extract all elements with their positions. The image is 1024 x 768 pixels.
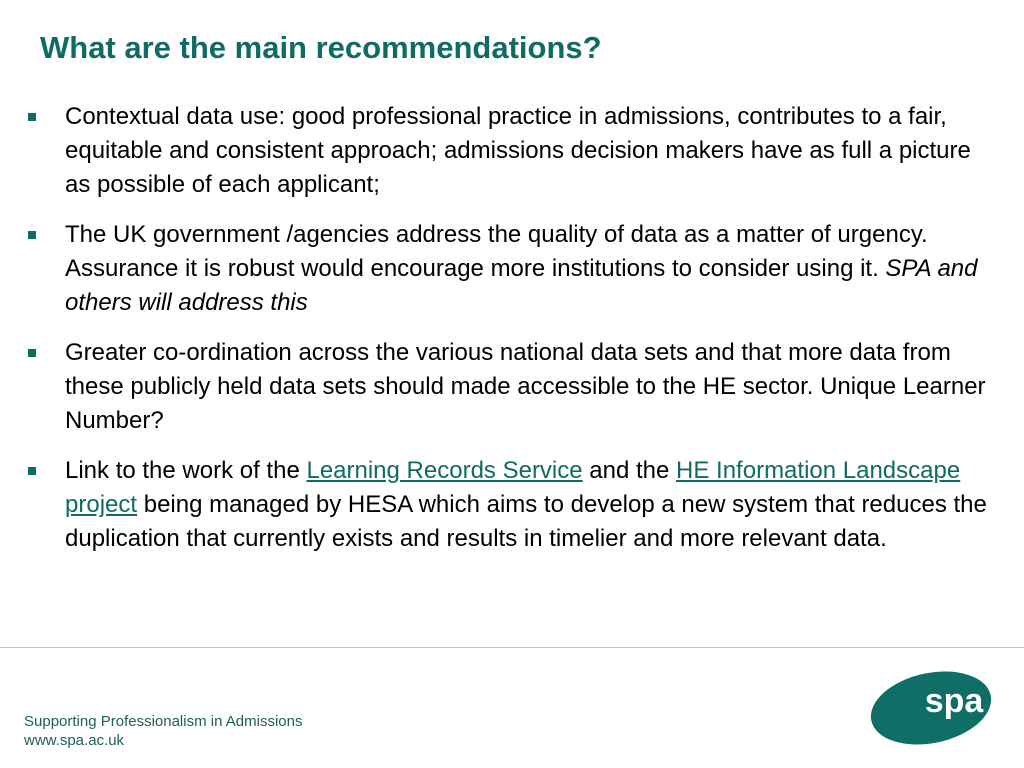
bullet-list xyxy=(26,100,996,572)
slide-title: What are the main recommendations? xyxy=(40,30,602,65)
bullet-text: Contextual data use: good professional practice in admissions, contributes to a fair, equitable and consistent approach; admissions decision makers have as full a picture as possible of each applicant; xyxy=(65,103,971,198)
spa-logo-icon xyxy=(868,668,994,746)
bullet-text: Greater co-ordination across the various national data sets and that more data from these publicly held data sets should made accessible to the HE sector. Unique Learner Number? xyxy=(65,339,986,434)
bullet-item-link-work xyxy=(26,454,996,556)
website-url: www.spa.ac.uk xyxy=(24,732,125,749)
he-information-landscape-link[interactable]: HE Information Landscape project xyxy=(65,457,961,518)
bullet-italic-note: SPA and others will address this xyxy=(65,255,978,316)
bullet-text-middle: and the xyxy=(582,457,677,484)
bullet-item-data-quality xyxy=(26,218,996,320)
square-bullet-icon xyxy=(28,231,36,239)
square-bullet-icon xyxy=(28,113,36,121)
bullet-item-contextual-data xyxy=(26,100,996,202)
bullet-text-before: Link to the work of the xyxy=(65,457,307,484)
bullet-text: The UK government /agencies address the quality of data as a matter of urgency. Assurance it is robust would encourage more institutions to consider using it. xyxy=(65,221,928,282)
learning-records-service-link[interactable]: Learning Records Service xyxy=(306,457,583,484)
footer-divider xyxy=(0,647,1024,648)
org-name: Supporting Professionalism in Admissions xyxy=(24,713,303,730)
square-bullet-icon xyxy=(28,467,36,475)
square-bullet-icon xyxy=(28,349,36,357)
footer-text xyxy=(24,712,302,750)
bullet-text-after: being managed by HESA which aims to develop a new system that reduces the duplication that currently exists and results in timelier and more relevant data. xyxy=(65,491,987,552)
logo-text: spa xyxy=(924,682,984,720)
bullet-item-coordination xyxy=(26,336,996,438)
